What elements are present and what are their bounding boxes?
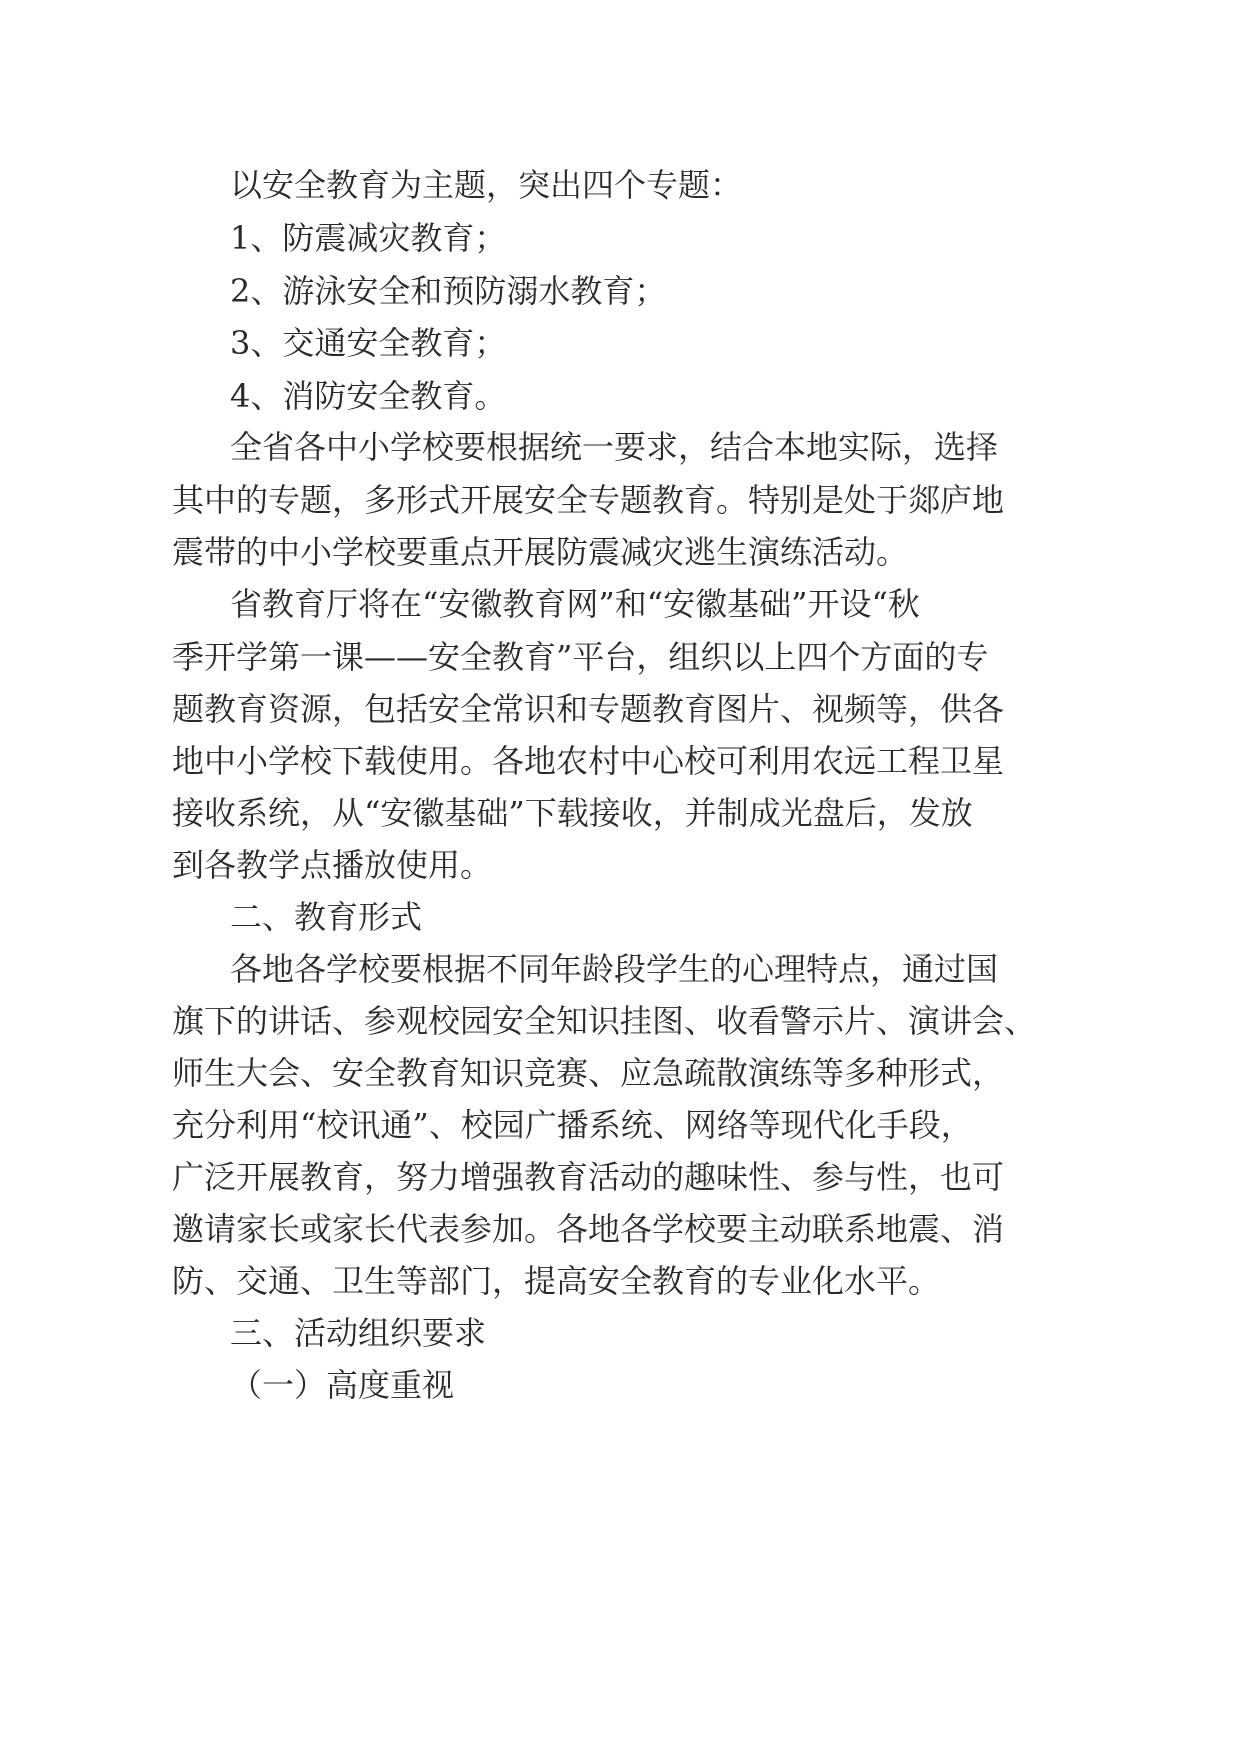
paragraph-line: 季开学第一课——安全教育”平台，组织以上四个方面的专 (172, 638, 989, 676)
paragraph-theme-intro: 以安全教育为主题，突出四个专题： (230, 166, 743, 204)
paragraph-line: 广泛开展教育，努力增强教育活动的趣味性、参与性，也可 (172, 1158, 1005, 1196)
paragraph-line: 震带的中小学校要重点开展防震减灾逃生演练活动。 (172, 533, 909, 571)
list-item-earthquake: 1、防震减灾教育； (230, 219, 507, 257)
list-item-fire: 4、消防安全教育。 (230, 377, 507, 415)
paragraph-line: 其中的专题，多形式开展安全专题教育。特别是处于郯庐地 (172, 481, 1005, 519)
paragraph-line: 接收系统，从“安徽基础”下载接收，并制成光盘后，发放 (172, 794, 973, 832)
paragraph-line: 师生大会、安全教育知识竞赛、应急疏散演练等多种形式， (172, 1054, 1005, 1092)
paragraph-line: 防、交通、卫生等部门，提高安全教育的专业化水平。 (172, 1262, 941, 1300)
section-heading-education-form: 二、教育形式 (230, 898, 423, 936)
paragraph-line: 全省各中小学校要根据统一要求，结合本地实际，选择 (230, 428, 999, 466)
paragraph-line: 充分利用“校讯通”、校园广播系统、网络等现代化手段， (172, 1106, 973, 1144)
paragraph-line: 各地各学校要根据不同年龄段学生的心理特点，通过国 (230, 950, 999, 988)
subsection-heading-importance: （一）高度重视 (230, 1366, 455, 1404)
paragraph-line: 省教育厅将在“安徽教育网”和“安徽基础”开设“秋 (230, 585, 920, 623)
paragraph-line: 题教育资源，包括安全常识和专题教育图片、视频等，供各 (172, 690, 1005, 728)
paragraph-line: 地中小学校下载使用。各地农村中心校可利用农远工程卫星 (172, 742, 1005, 780)
paragraph-line: 旗下的讲话、参观校园安全知识挂图、收看警示片、演讲会、 (172, 1002, 1037, 1040)
section-heading-organization: 三、活动组织要求 (230, 1314, 487, 1352)
list-item-swimming: 2、游泳安全和预防溺水教育； (230, 272, 667, 310)
paragraph-line: 到各教学点播放使用。 (172, 846, 493, 884)
list-item-traffic: 3、交通安全教育； (230, 324, 507, 362)
paragraph-line: 邀请家长或家长代表参加。各地各学校要主动联系地震、消 (172, 1210, 1005, 1248)
